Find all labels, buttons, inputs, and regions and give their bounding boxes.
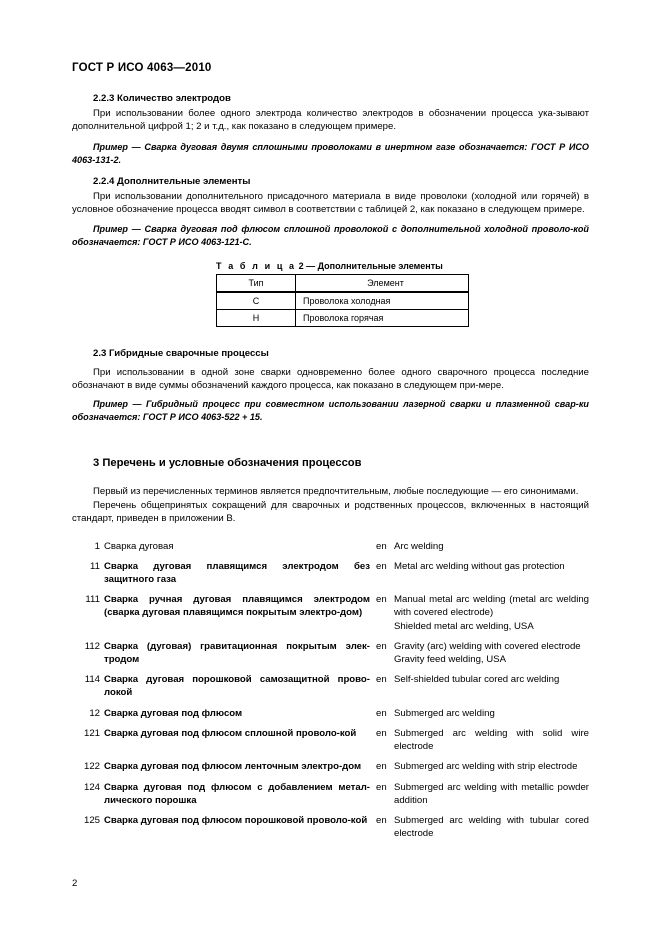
language-tag-en: en [376,814,387,826]
table-cell-type: Н [217,309,296,326]
process-term-en [393,593,589,633]
process-list-item [72,781,589,807]
process-term-ru: Сварка дуговая под флюсом с добавлением метал-лического порошка [104,781,370,806]
process-code: 121 [83,727,100,739]
spacer [72,424,589,444]
process-term-en [393,560,589,573]
process-term-en-primary: Submerged arc welding with solid wire electrode [394,727,589,753]
process-term-ru: Сварка дуговая порошковой самозащитной прово-локой [104,674,370,699]
process-term-en [393,540,589,553]
process-term-en [393,727,589,753]
language-tag-en: en [376,707,387,719]
table-caption-rest: 2 — Дополнительные элементы [296,260,443,271]
table-cell-element: Проволока холодная [296,292,469,310]
spacer [72,444,589,456]
process-term-ru: Сварка дуговая под флюсом порошковой проволо-кой [104,814,368,826]
process-term-en-primary: Submerged arc welding [394,707,495,719]
spacer [72,249,589,261]
table-header-type: Тип [217,274,296,292]
table-2-block [216,261,468,327]
page-number: 2 [72,878,78,889]
process-code: 112 [84,640,100,652]
process-term-en-primary: Metal arc welding without gas protection [394,560,565,572]
table-header-row [217,274,469,292]
process-term-ru: Сварка (дуговая) гравитационная покрытым элек-тродом [104,640,370,666]
spacer [72,526,589,540]
clause-heading-2-2-3: 2.2.3 Количество электродов [93,93,231,104]
clause-paragraph-2-2-3: При использовании более одного электрода количество электродов в обозначении процесса ука-зывают дополнительной цифрой 1; 2 и т.д., как показано в следующем примере. [72,108,589,133]
language-tag-en: en [376,594,387,606]
process-list-item [72,640,589,666]
process-term-en-primary: Submerged arc welding with tubular cored electrode [394,814,589,840]
process-list-item [72,707,589,720]
process-term-en-primary: Submerged arc welding with metallic powder addition [394,781,589,806]
table-header-element: Элемент [296,274,469,292]
section-3-paragraph-2: Перечень общепринятых сокращений для сварочных и родственных процессов, включенных в настоящий стандарт, приведен в приложении В. [72,499,589,525]
spacer [72,134,589,141]
process-code: 1 [94,540,100,552]
process-code: 111 [85,594,100,606]
spacer [72,327,589,347]
process-term-en-alternate: Shielded metal arc welding, USA [394,620,534,632]
table-2-caption [216,261,468,271]
process-term-en [393,814,589,840]
clause-example-2-3: Пример — Гибридный процесс при совместном использовании лазерной сварки и плазменной свар-ки обозначается: ГОСТ Р ИСО 4063-522 + 15. [72,399,589,423]
section-3-paragraph-1: Первый из перечисленных терминов является предпочтительным, любые последующие — его синонимами. [93,486,579,498]
process-term-ru: Сварка ручная дуговая плавящимся электродом (сварка дуговая плавящимся покрытым электро-дом) [104,594,370,619]
table-row [217,309,469,326]
process-list-item [72,673,589,699]
table-cell-type: С [217,292,296,310]
process-list [72,540,589,841]
process-term-en-primary: Gravity (arc) welding with covered electrode [394,640,581,652]
table-caption-word: Т а б л и ц а [216,260,297,271]
process-code: 12 [89,707,100,719]
process-term-ru: Сварка дуговая плавящимся электродом без защитного газа [104,560,370,586]
process-term-en-alternate: Gravity feed welding, USA [394,654,506,666]
process-term-en [393,781,589,807]
process-term-en-primary: Arc welding [394,540,444,552]
clause-paragraph-2-2-4: При использовании дополнительного присадочного материала в виде проволоки (холодной или горячей) в условное обозначение процесса вводят символ в соответствии с таблицей 2, как показано в следующем примере. [72,190,589,216]
process-term-en [393,760,589,773]
spacer [72,167,589,175]
language-tag-en: en [376,640,387,652]
language-tag-en: en [376,674,387,686]
process-term-en [393,707,589,720]
process-code: 114 [84,674,100,686]
language-tag-en: en [376,781,387,793]
process-term-en [393,640,589,666]
language-tag-en: en [376,560,387,572]
document-running-header: ГОСТ Р ИСО 4063—2010 [72,62,212,74]
clause-example-2-2-4: Пример — Сварка дуговая под флюсом сплошной проволокой с дополнительной холодной проволо-кой обозначается: ГОСТ Р ИСО 4063-121-С. [72,223,589,247]
clause-heading-2-3: 2.3 Гибридные сварочные процессы [93,347,269,359]
process-list-item [72,760,589,773]
process-list-item [72,593,589,633]
process-term-ru: Сварка дуговая под флюсом ленточным электро-дом [104,761,362,773]
process-term-ru: Сварка дуговая под флюсом сплошной проволо-кой [104,727,357,739]
clause-example-2-2-3: Пример — Сварка дуговая двумя сплошными проволоками в инертном газе обозначается: ГОСТ Р ИСО 4063-131-2. [72,141,589,165]
process-term-en-primary: Manual metal arc welding (metal arc welding with covered electrode) [394,594,589,619]
process-list-item [72,727,589,753]
language-tag-en: en [376,727,387,739]
language-tag-en: en [376,761,387,773]
process-code: 125 [83,814,100,826]
process-code: 124 [83,781,100,793]
process-term-en [393,673,589,686]
process-term-ru: Сварка дуговая под флюсом [104,707,243,719]
language-tag-en: en [376,540,387,552]
clause-paragraph-2-3: При использовании в одной зоне сварки одновременно более одного сварочного процесса последние обозначают в виде суммы обозначений каждого процесса, как показано в следующем при-мере. [72,366,589,392]
process-list-item [72,814,589,840]
process-list-item [72,540,589,553]
spacer [72,471,589,485]
table-cell-element: Проволока горячая [296,309,469,326]
section-heading-3: 3 Перечень и условные обозначения процессов [93,457,362,470]
clause-heading-2-2-4: 2.2.4 Дополнительные элементы [93,175,251,187]
process-code: 122 [83,761,100,773]
table-row [217,292,469,310]
process-term-en-primary: Submerged arc welding with strip electrode [394,761,578,773]
process-list-item [72,560,589,586]
process-code: 11 [90,560,100,572]
document-content [72,92,589,847]
process-term-ru: Сварка дуговая [104,540,174,552]
process-term-en-primary: Self-shielded tubular cored arc welding [394,674,560,686]
table-2 [216,274,469,327]
